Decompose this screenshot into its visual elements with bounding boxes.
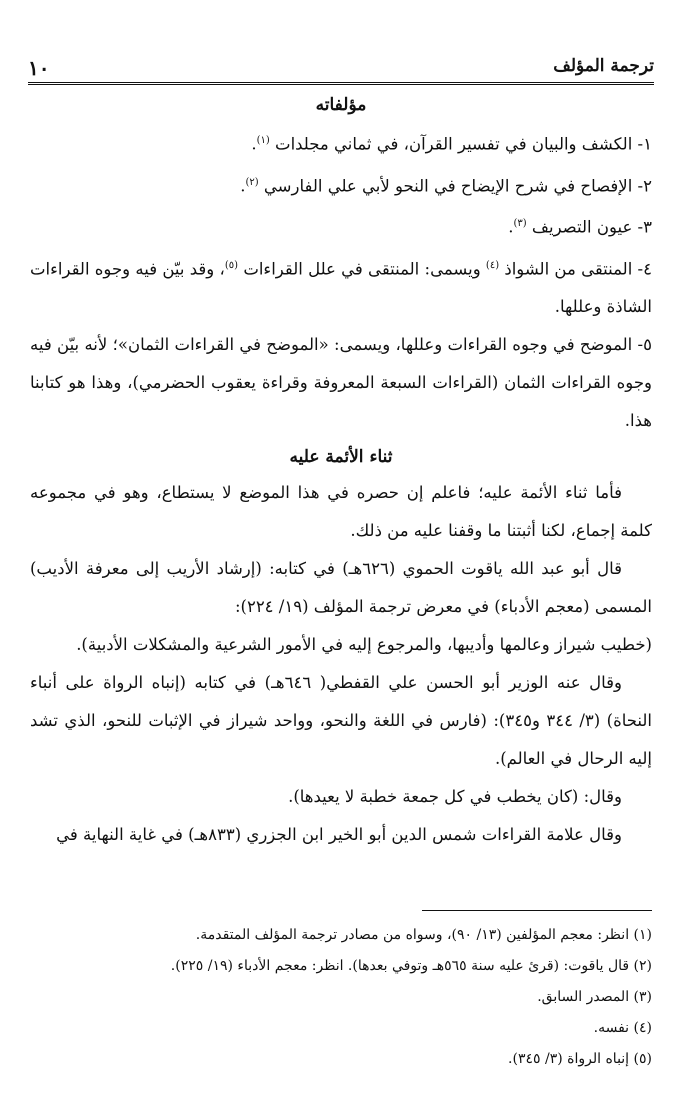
main-text (30, 88, 652, 854)
running-title: ترجمة المؤلف (553, 56, 654, 76)
running-header (28, 52, 654, 82)
praise-quote: (خطيب شيراز وعالمها وأديبها، والمرجوع إليه في الأمور الشرعية والمشكلات الأدبية). (76, 635, 652, 654)
page-number: ١٠ (28, 56, 50, 80)
praise-paragraph: فأما ثناء الأئمة عليه؛ فاعلم إن حصره في هذا الموضع لا يستطاع، وهو في مجموعه كلمة إجماع، لكنا أثبتنا ما وقفنا عليه من ذلك. (30, 483, 652, 540)
footnote-ref: (٤) (485, 259, 500, 271)
praise-paragraph: وقال: (كان يخطب في كل جمعة خطبة لا يعيدها). (288, 787, 622, 806)
praise-paragraph: وقال عنه الوزير أبو الحسن علي القفطي( ٦٤٦هـ) في كتابه (إنباه الرواة على أنباء النحاة) (٣/ ٣٤٤ و٣٤٥): (فارس في اللغة والنحو، وواحد شيراز في الإثبات للنحو، الذي تشد إليه الرحال في العالم). (30, 673, 653, 768)
work-item-1: ١- الكشف والبيان في تفسير القرآن، في ثماني مجلدات $^{(١)}$. (251, 134, 652, 154)
footnote-ref: (٣) (513, 218, 527, 229)
work-item-2: ٢- الإفصاح في شرح الإيضاح في النحو لأبي علي الفارسي $^{(٢)}$. (240, 176, 652, 195)
work-item-5: ٥- الموضح في وجوه القراءات وعللها، ويسمى: «الموضح في القراءات الثمان»؛ لأنه بيّن فيه وجوه القراءات الثمان (القراءات السبعة المعروفة وقراءة يعقوب الحضرمي)، وهذا هو كتابنا هذا. (30, 335, 652, 430)
section-heading-praise: ثناء الأئمة عليه (289, 447, 393, 467)
footnote-ref: (١) (256, 135, 270, 146)
work-item-3: ٣- عيون التصريف $^{(٣)}$. (508, 217, 652, 237)
footnote: (٤) نفسه. (593, 1020, 652, 1036)
footnote: (٥) إنباه الرواة (٣/ ٣٤٥). (508, 1051, 652, 1067)
footnote-ref: (٥) (224, 259, 239, 271)
footnote: (٢) قال ياقوت: (قرئ عليه سنة ٥٦٥هـ وتوفي بعدها). انظر: معجم الأدباء (١٩/ ٢٢٥). (170, 958, 652, 974)
footnote-rule (422, 910, 652, 911)
footnotes (30, 920, 652, 1075)
work-item-4: ٤- المنتقى من الشواذ $^{(٤)}$ ويسمى: المنتقى في علل القراءات $^{(٥)}$، وقد بيّن فيه وجوه القراءات الشاذة وعللها. (30, 259, 652, 316)
praise-paragraph: وقال علامة القراءات شمس الدين أبو الخير ابن الجزري (٨٣٣هـ) في غاية النهاية في (56, 825, 622, 844)
footnote: (٣) المصدر السابق. (537, 989, 652, 1005)
footnote-ref: (٢) (245, 176, 259, 188)
footnote: (١) انظر: معجم المؤلفين (١٣/ ٩٠)، وسواه من مصادر ترجمة المؤلف المتقدمة. (195, 927, 652, 943)
praise-paragraph: قال أبو عبد الله ياقوت الحموي (٦٢٦هـ) في كتابه: (إرشاد الأريب إلى معرفة الأديب) المسمى (معجم الأدباء) في معرض ترجمة المؤلف (١٩/ ٢٢٤): (30, 559, 652, 616)
section-heading-works: مؤلفاته (315, 95, 367, 115)
